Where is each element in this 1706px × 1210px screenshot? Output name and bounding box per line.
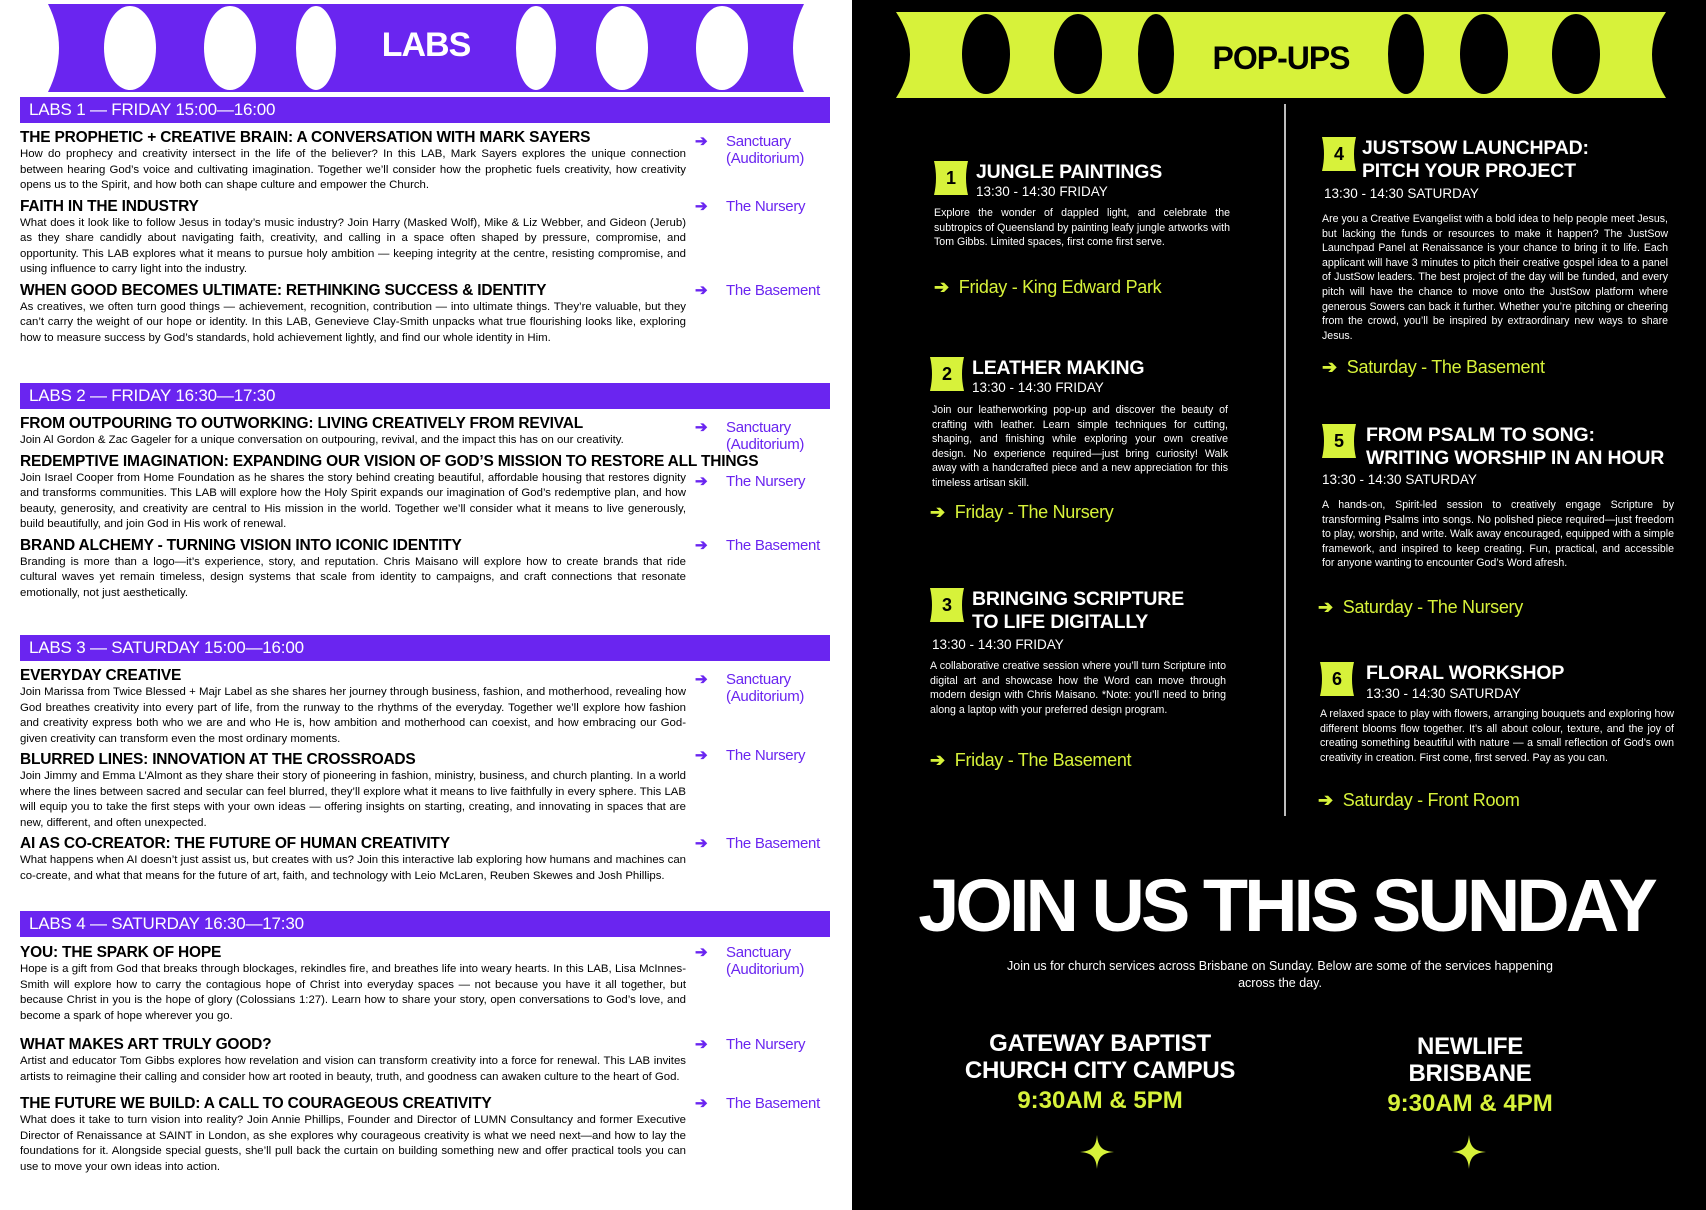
lab-item [20,198,830,278]
lab-room: ➔ The Basement [695,281,820,299]
lab-room: ➔ The Basement [695,536,820,554]
popup-time: 13:30 - 14:30 FRIDAY [932,637,1064,652]
popup-description: Explore the wonder of dappled light, and celebrate the subtropics of Queensland by painting leafy jungle artworks with Tom Gibbs. Limited spaces, first come first serve. [934,207,1230,249]
popup-description: Join our leatherworking pop-up and discover the beauty of crafting with leather. Learn simple techniques for cutting, shaping, and finishing while exploring your own creative design. No experience required—just bring curiosity! Walk away with a handcrafted piece and a new appreciation for this timeless artisan skill. [932,404,1228,489]
right-arrow-icon: ➔ [695,835,708,852]
lab-title: EVERYDAY CREATIVE [20,667,182,684]
church-times: 9:30AM & 5PM [1017,1087,1183,1114]
lab-title: AI AS CO-CREATOR: THE FUTURE OF HUMAN CREATIVITY [20,835,450,852]
labs-section-3 [20,635,830,884]
labs-section-2 [20,383,830,601]
lab-room: ➔ The Basement [695,1095,820,1112]
lab-item [20,1095,830,1175]
lab-description: Join Al Gordon & Zac Gageler for a unique conversation on outpouring, revival, and the impact this has on our creativity. [20,434,624,446]
popup-time: 13:30 - 14:30 SATURDAY [1324,186,1479,201]
popup-item [1320,662,1680,822]
lab-room: ➔ The Nursery [695,747,806,764]
right-arrow-icon: ➔ [695,536,708,554]
popup-title: FLORAL WORKSHOP [1366,662,1565,684]
number-badge: 4 [1322,137,1356,171]
right-arrow-icon: ➔ [930,750,945,770]
lab-title: BLURRED LINES: INNOVATION AT THE CROSSROADS [20,751,416,768]
right-arrow-icon: ➔ [695,1036,708,1053]
labs-title: LABS [381,26,471,64]
church-name: NEWLIFE BRISBANE [1408,1033,1532,1087]
column-divider [1284,104,1286,816]
lab-title: FAITH IN THE INDUSTRY [20,197,199,215]
lab-title: BRAND ALCHEMY - TURNING VISION INTO ICONIC IDENTITY [20,536,462,554]
popup-description: A collaborative creative session where you’ll turn Scripture into digital art and showcase how the Word can move through modern design with Chris Maisano. *Note: you’ll need to bring along a laptop with your preferred design program. [930,660,1226,716]
lab-description: What does it take to turn vision into reality? Join Annie Phillips, Founder and Director of LUMN Consultancy and former Executive Director of Renaissance at SAINT in London, as she explores why courageous creativity is what we need next—and how to lay the foundations for it. Alongside special guests, she’ll pull back the curtain on building something new and offer practical tools you can use to move your own ideas into action. [20,1114,686,1173]
lab-item [20,667,830,747]
labs-section-1 [20,97,830,346]
lab-item [20,129,830,194]
popup-location: ➔ Friday - The Basement [930,750,1132,770]
popup-time: 13:30 - 14:30 FRIDAY [972,380,1104,395]
lab-room: ➔ Sanctuary (Auditorium) [695,671,805,705]
labs-section-header: LABS 4 — SATURDAY 16:30—17:30 [20,911,830,937]
popup-title: JUSTSOW LAUNCHPAD: PITCH YOUR PROJECT [1362,137,1589,182]
lab-description: Artist and educator Tom Gibbs explores how revelation and vision can transform creativity into a force for renewal. This LAB invites artists to reimagine their calling and consider how art rooted in beauty, truth, and goodness can awaken culture to the heart of God. [20,1055,686,1083]
lab-title: YOU: THE SPARK OF HOPE [20,944,222,961]
number-badge: 6 [1320,662,1354,696]
lab-title: WHEN GOOD BECOMES ULTIMATE: RETHINKING SUCCESS & IDENTITY [20,281,547,299]
church-name: GATEWAY BAPTIST CHURCH CITY CAMPUS [964,1030,1236,1084]
lab-description: Join Marissa from Twice Blessed + Majr Label as she shares her journey through business, fashion, and motherhood, revealing how God breathes creativity into every part of life, from the runway to the rhythms of the everyday. Together we’ll explore how fashion and creativity express both who we are and who He is, how ambition and motherhood can coexist, and how embracing our God-given creativity can transform even the most ordinary moments. [20,686,686,745]
lab-description: Join Jimmy and Emma L’Almont as they share their story of pioneering in fashion, ministry, business, and church planting. In a world where the lines between sacred and secular can feel blurred, they’ll explore what it means to live faithfully in every sphere. This LAB will equip you to take the first steps with your own ideas — offering insights on starting, creating, and innovating in spaces that are new, different, and often unexpected. [20,770,686,829]
number-badge: 5 [1322,424,1356,458]
lab-room: ➔ The Nursery [695,472,806,490]
popup-title: BRINGING SCRIPTURE TO LIFE DIGITALLY [972,588,1184,633]
lab-title: REDEMPTIVE IMAGINATION: EXPANDING OUR VISION OF GOD’S MISSION TO RESTORE ALL THINGS [20,452,759,470]
lab-description: Join Israel Cooper from Home Foundation as he shares the story behind creating beautiful, affordable housing that restores dignity and transforms communities. This LAB will explore how the Holy Spirit expands our imagination of God’s redemptive plan, and how beauty, generosity, and creativity are central to His mission in the world. Together we’ll consider what it means to live generously, build beautifully, and join God in His work of renewal. [20,471,686,530]
lab-title: FROM OUTPOURING TO OUTWORKING: LIVING CREATIVELY FROM REVIVAL [20,415,584,432]
popup-time: 13:30 - 14:30 SATURDAY [1366,686,1521,701]
lab-room: ➔ The Nursery [695,1036,806,1053]
labs-section-header: LABS 3 — SATURDAY 15:00—16:00 [20,635,830,661]
right-arrow-icon: ➔ [695,281,708,299]
labs-banner [30,0,822,96]
number-badge: 3 [930,588,964,622]
right-arrow-icon: ➔ [934,277,949,297]
popup-location: ➔ Friday - King Edward Park [934,277,1162,297]
lab-item [20,1036,830,1085]
popup-description: A hands-on, Spirit-led session to creatively engage Scripture by transforming Psalms into songs. No polished piece required—just freedom to play, worship, and write. Walk away encouraged, equipped with a simple framework, and inspired to keep creating. Fun, practical, and accessible for anyone wanting to encounter God’s Word afresh. [1322,499,1674,570]
right-arrow-icon: ➔ [695,472,708,490]
popup-title: JUNGLE PAINTINGS [976,161,1163,183]
right-arrow-icon: ➔ [695,197,708,215]
right-arrow-icon: ➔ [695,747,708,764]
lab-item [20,835,830,884]
lab-item [20,944,830,1024]
lab-item [20,282,830,347]
popups-banner [886,6,1676,102]
lab-description: Hope is a gift from God that breaks through blockages, rekindles fire, and breathes life into weary hearts. In this LAB, Lisa McInnes-Smith will explore how to carry the contagious hope of Christ into everyday spaces — not because you have it all together, but because Christ in you is the hope of glory (Colossians 1:27). Learn how to share your story, open conversations to God’s love, and become a spark of hope wherever you go. [20,963,686,1022]
sunday-heading: JOIN US THIS SUNDAY [918,864,1654,947]
sparkle-star-icon [1080,1135,1114,1169]
lab-item [20,415,830,453]
sunday-subtitle: Join us for church services across Brisbane on Sunday. Below are some of the services happening across the day. [1007,959,1553,990]
popup-item [934,161,1274,311]
popup-item [930,357,1270,527]
lab-description: What happens when AI doesn’t just assist us, but creates with us? Join this interactive lab exploring how humans and machines can co-create, and what that means for the future of art, faith, and technology with Leio McLaren, Reuben Skewes and Josh Phillips. [20,854,686,882]
lab-description: Branding is more than a logo—it’s experience, story, and reputation. Chris Maisano will explore how to create brands that ride cultural waves yet remain timeless, design systems that scale from identity to campaigns, and craft connections that resonate emotionally, not just aesthetically. [20,555,686,599]
popup-location: ➔ Saturday - The Nursery [1318,597,1523,617]
right-arrow-icon: ➔ [695,671,708,688]
popup-item [1322,137,1672,387]
right-arrow-icon: ➔ [930,502,945,522]
church-times: 9:30AM & 4PM [1387,1090,1553,1117]
right-arrow-icon: ➔ [695,944,708,961]
lab-room: ➔ Sanctuary (Auditorium) [695,419,805,453]
lab-title: WHAT MAKES ART TRULY GOOD? [20,1036,272,1053]
church-gateway [930,1030,1270,1116]
right-arrow-icon: ➔ [695,419,708,436]
popup-time: 13:30 - 14:30 FRIDAY [976,184,1108,199]
labs-section-4 [20,911,830,1175]
popup-time: 13:30 - 14:30 SATURDAY [1322,472,1477,487]
popups-title: POP-UPS [1212,40,1350,76]
church-newlife [1320,1033,1620,1119]
lab-room: ➔ Sanctuary (Auditorium) [695,133,805,167]
right-arrow-icon: ➔ [1322,357,1337,377]
popup-item [1318,424,1692,624]
right-arrow-icon: ➔ [695,1095,708,1112]
popup-location: ➔ Saturday - The Basement [1322,357,1545,377]
number-badge: 2 [930,357,964,391]
labs-section-header: LABS 1 — FRIDAY 15:00—16:00 [20,97,830,123]
lab-title: THE PROPHETIC + CREATIVE BRAIN: A CONVERSATION WITH MARK SAYERS [20,129,591,146]
popup-title: FROM PSALM TO SONG: WRITING WORSHIP IN AN HOUR [1366,424,1665,469]
lab-room: ➔ The Basement [695,835,820,852]
right-arrow-icon: ➔ [1318,597,1333,617]
popup-location: ➔ Friday - The Nursery [930,502,1114,522]
lab-item [20,747,830,831]
lab-room: ➔ Sanctuary (Auditorium) [695,944,805,978]
lab-description: As creatives, we often turn good things — achievement, recognition, contribution — into ultimate things. They’re valuable, but they can’t carry the weight of our hope or identity. In this LAB, Genevieve Clay-Smith unpacks what true flourishing looks like, exploring how to measure success by God’s standards, hold achievement lightly, and find our whole identity in Him. [20,300,686,344]
lab-title: THE FUTURE WE BUILD: A CALL TO COURAGEOUS CREATIVITY [20,1095,492,1112]
popup-location: ➔ Saturday - Front Room [1318,790,1520,810]
labs-section-header: LABS 2 — FRIDAY 16:30—17:30 [20,383,830,409]
right-arrow-icon: ➔ [1318,790,1333,810]
popup-description: Are you a Creative Evangelist with a bold idea to help people meet Jesus, but lacking the funds or resources to make it happen? The JustSow Launchpad Panel at Renaissance is your chance to bring it to life. Each applicant will have 3 minutes to pitch their creative gospel idea to a panel of JustSow leaders. The best project of the day will be funded, and every pitch will have the chance to move onto the JustSow platform where generous Sowers can back it further. Whether you’re pitching or cheering from the crowd, you’ll be inspired by extraordinary new ways to share Jesus. [1322,213,1668,342]
sparkle-star-icon [1452,1135,1486,1169]
lab-room: ➔ The Nursery [695,197,806,215]
lab-item [20,537,830,602]
number-badge: 1 [934,161,968,195]
popup-title: LEATHER MAKING [972,357,1145,379]
popup-description: A relaxed space to play with flowers, arranging bouquets and exploring how different blooms flow together. It’s all about colour, texture, and the joy of creating something beautiful with nature — a small reflection of God’s own creativity in creation. First come, first served. Pay as you can. [1320,708,1674,764]
lab-description: How do prophecy and creativity intersect in the life of the believer? In this LAB, Mark Sayers explores the unique connection between hearing God’s voice and cultivating imagination. Together we’ll consider how the prophetic fuels creativity, how creativity opens us to the Spirit, and how both can shape culture and empower the Church. [20,148,686,191]
lab-description: What does it look like to follow Jesus in today’s music industry? Join Harry (Masked Wolf), Mike & Liz Webber, and Gideon (Jerub) as they share candidly about navigating faith, creativity, and calling in a space often shaped by pressure, compromise, and opportunity. This LAB explores what it means to pursue holy ambition — keeping integrity at the centre, resisting compromise, and using influence to carry light into the industry. [20,216,686,275]
lab-item [20,453,830,533]
right-arrow-icon: ➔ [695,133,708,150]
popup-item [930,588,1270,778]
